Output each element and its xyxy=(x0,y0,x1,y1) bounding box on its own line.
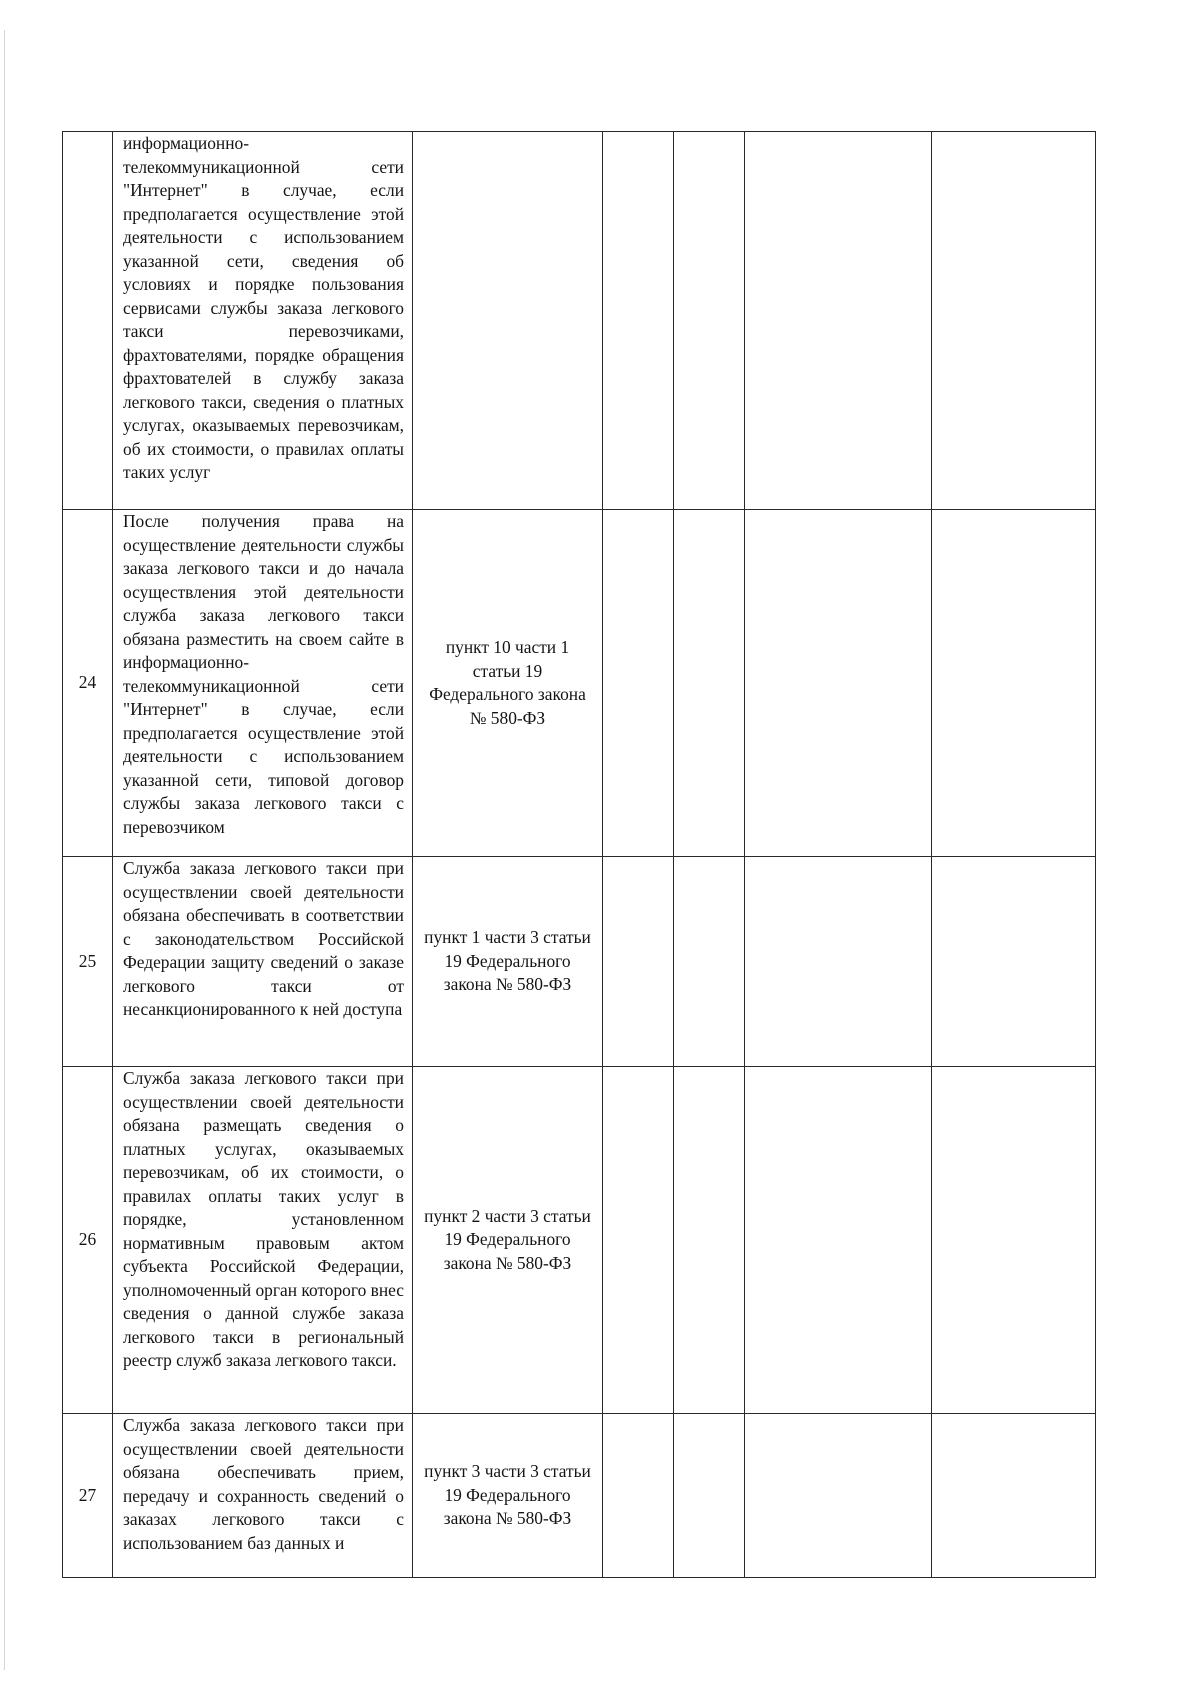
answer-no-cell xyxy=(674,132,745,510)
row-number: 27 xyxy=(63,1414,113,1578)
table-row xyxy=(63,132,1096,510)
comment-cell xyxy=(932,132,1096,510)
answer-yes-cell xyxy=(603,1067,674,1414)
requirement-text: Служба заказа легкового такси при осуществлении своей деятельности обязана размещать сведения о платных услугах, оказываемых перевозчикам, об их стоимости, о правилах оплаты таких услуг в порядке, установленном нормативным правовым актом субъекта Российской Федерации, уполномоченный орган которого внес сведения о данной службе заказа легкового такси в региональный реестр служб заказа легкового такси. xyxy=(113,1067,413,1414)
table-row xyxy=(63,857,1096,1067)
row-number: 25 xyxy=(63,857,113,1067)
comment-cell xyxy=(932,857,1096,1067)
answer-yes-cell xyxy=(603,510,674,857)
legal-reference: пункт 10 части 1 статьи 19 Федерального закона № 580-ФЗ xyxy=(413,510,603,857)
answer-na-cell xyxy=(745,1067,932,1414)
answer-yes-cell xyxy=(603,857,674,1067)
comment-cell xyxy=(932,1067,1096,1414)
requirement-text: Служба заказа легкового такси при осуществлении своей деятельности обязана обеспечивать прием, передачу и сохранность сведений о заказах легкового такси с использованием баз данных и xyxy=(113,1414,413,1578)
answer-na-cell xyxy=(745,1414,932,1578)
legal-reference xyxy=(413,132,603,510)
legal-reference: пункт 2 части 3 статьи 19 Федерального закона № 580-ФЗ xyxy=(413,1067,603,1414)
answer-no-cell xyxy=(674,1067,745,1414)
table-row xyxy=(63,1414,1096,1578)
answer-na-cell xyxy=(745,132,932,510)
comment-cell xyxy=(932,510,1096,857)
requirement-text: После получения права на осуществление деятельности службы заказа легкового такси и до начала осуществления этой деятельности служба заказа легкового такси обязана разместить на своем сайте в информационно-телекоммуникационной сети "Интернет" в случае, если предполагается осуществление этой деятельности с использованием указанной сети, типовой договор службы заказа легкового такси с перевозчиком xyxy=(113,510,413,857)
answer-na-cell xyxy=(745,857,932,1067)
answer-yes-cell xyxy=(603,1414,674,1578)
row-number xyxy=(63,132,113,510)
answer-no-cell xyxy=(674,857,745,1067)
table-row xyxy=(63,510,1096,857)
legal-reference: пункт 1 части 3 статьи 19 Федерального закона № 580-ФЗ xyxy=(413,857,603,1067)
legal-reference: пункт 3 части 3 статьи 19 Федерального закона № 580-ФЗ xyxy=(413,1414,603,1578)
scan-edge-line xyxy=(4,30,5,1670)
answer-na-cell xyxy=(745,510,932,857)
answer-yes-cell xyxy=(603,132,674,510)
comment-cell xyxy=(932,1414,1096,1578)
answer-no-cell xyxy=(674,510,745,857)
row-number: 24 xyxy=(63,510,113,857)
answer-no-cell xyxy=(674,1414,745,1578)
requirement-text: Служба заказа легкового такси при осуществлении своей деятельности обязана обеспечивать в соответствии с законодательством Российской Федерации защиту сведений о заказе легкового такси от несанкционированного к ней доступа xyxy=(113,857,413,1067)
requirement-text: информационно-телекоммуникационной сети "Интернет" в случае, если предполагается осуществление этой деятельности с использованием указанной сети, сведения об условиях и порядке пользования сервисами службы заказа легкового такси перевозчиками, фрахтователями, порядке обращения фрахтователей в службу заказа легкового такси, сведения о платных услугах, оказываемых перевозчикам, об их стоимости, о правилах оплаты таких услуг xyxy=(113,132,413,510)
requirements-table xyxy=(62,131,1096,1578)
table-row xyxy=(63,1067,1096,1414)
row-number: 26 xyxy=(63,1067,113,1414)
